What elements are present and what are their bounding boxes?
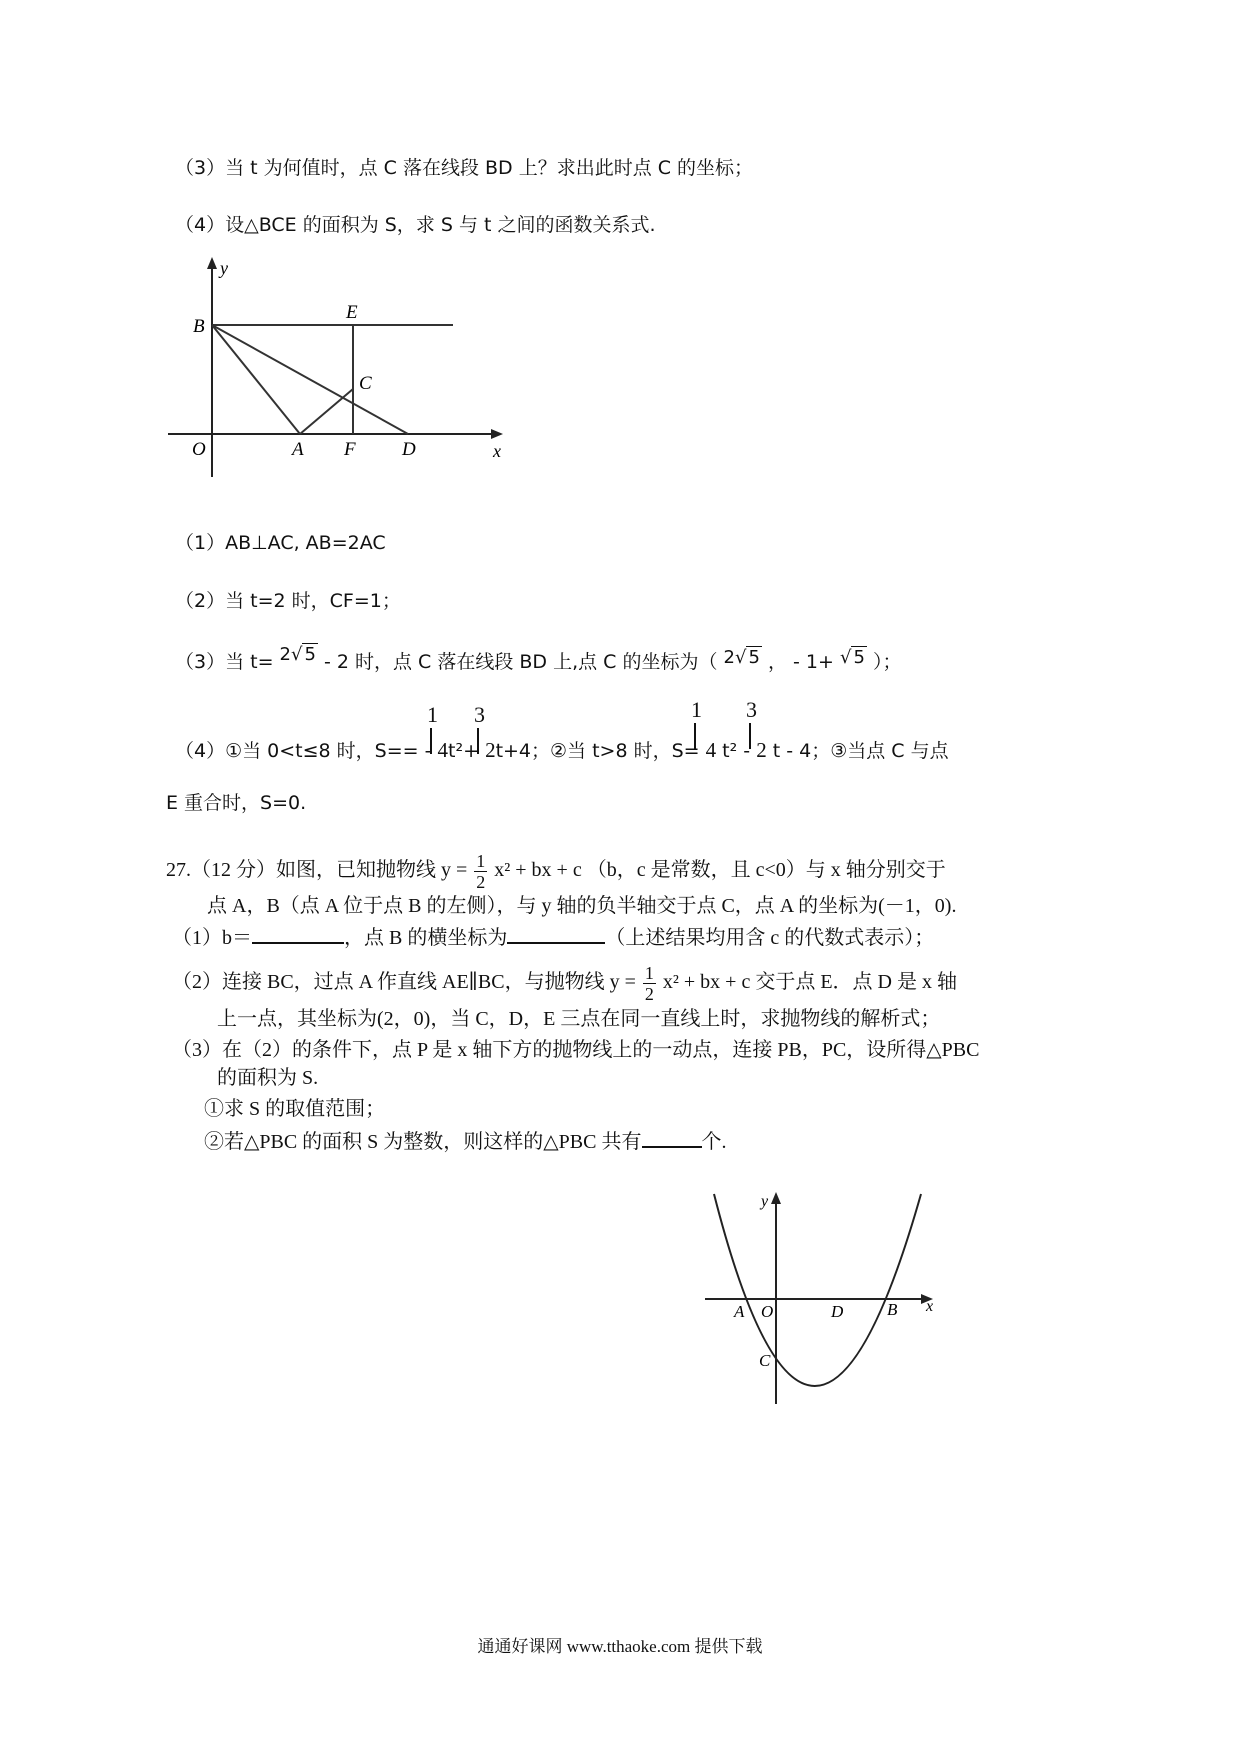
fig1-label-b: B (193, 316, 205, 337)
fraction-denominator: 2 (756, 738, 767, 762)
fig2-parabola (714, 1194, 921, 1386)
answer-4-continued: E 重合时，S=0. (166, 792, 307, 814)
fig1-label-a: A (292, 439, 304, 460)
q27-line-5: 上一点，其坐标为(2，0)，当 C，D，E 三点在同一直线上时，求抛物线的解析式； (217, 1008, 941, 1030)
fraction-denominator: 4 (705, 738, 717, 762)
fig1-segment-bd (212, 325, 408, 434)
fraction-denominator: 2 (485, 738, 496, 762)
sqrt-expression: √ 5 (839, 647, 865, 668)
answer-3 (175, 644, 902, 675)
sqrt-expression: 2√ 5 (279, 644, 316, 665)
fig2-label-o: O (761, 1302, 774, 1321)
fraction-half: $\frac{1}{2}$ (476, 851, 486, 892)
fig1-label-y: y (220, 258, 228, 278)
fig1-y-arrow (207, 257, 217, 269)
q27-line-7: 的面积为 S. (217, 1067, 319, 1089)
answer-3-end: ）； (872, 651, 902, 673)
footer-source: 通通好课网 www.tthaoke.com 提供下载 (477, 1637, 763, 1656)
fraction-half: $\frac{1}{2}$ (644, 963, 654, 1004)
q27-line-9: ②若△PBC 的面积 S 为整数，则这样的△PBC 共有 个. (204, 1126, 727, 1154)
answer-blank-b-x[interactable] (507, 922, 605, 944)
fig1-segment-ac (300, 389, 353, 434)
figure-1 (160, 252, 520, 482)
answer-4: （4）①当 0<t≤8 时，S== - 4t²+ 2t+4；②当 t>8 时，S= 4 t² - 2 t - 4；③当点 C 与点 (175, 738, 949, 762)
q27-line-4: （2）连接 BC，过点 A 作直线 AE∥BC，与抛物线 y = $\frac{1}{2}$ x² + bx + c 交于点 E．点 D 是 x 轴 (172, 963, 957, 1004)
answer-4-fraction-1: 1 (427, 702, 438, 754)
fig1-label-c: C (359, 373, 372, 394)
fig2-y-arrow (771, 1192, 781, 1204)
fig1-label-x: x (493, 441, 501, 461)
sqrt-expression: 2√ 5 (723, 647, 760, 668)
fig2-label-c: C (759, 1351, 771, 1370)
fig1-label-d: D (402, 439, 416, 460)
fig1-x-arrow (491, 429, 503, 439)
fig2-label-a: A (734, 1302, 745, 1321)
answer-blank-count[interactable] (642, 1126, 702, 1148)
answer-1: （1）AB⊥AC, AB=2AC (175, 532, 386, 554)
q27-line-2: 点 A，B（点 A 位于点 B 的左侧），与 y 轴的负半轴交于点 C，点 A 的坐标为(－1，0). (207, 895, 957, 917)
answer-3-middle: - 2 时，点 C 落在线段 BD 上,点 C 的坐标为（ (323, 651, 718, 673)
fig1-label-e: E (346, 302, 358, 323)
fig1-label-f: F (344, 439, 356, 460)
answer-2: （2）当 t=2 时，CF=1； (175, 590, 401, 612)
fraction-denominator: 4 (437, 738, 449, 762)
answer-4-fraction-2: 3 (474, 702, 485, 754)
q27-line-6: （3）在（2）的条件下，点 P 是 x 轴下方的抛物线上的一动点，连接 PB，PC，设所得△PBC (172, 1039, 980, 1061)
figure-2 (700, 1186, 950, 1408)
answer-4-fraction-4: 3 (746, 697, 757, 749)
q26-part4: （4）设△BCE 的面积为 S，求 S 与 t 之间的函数关系式. (175, 214, 656, 236)
fig1-label-o: O (192, 439, 206, 460)
q26-part3: （3）当 t 为何值时，点 C 落在线段 BD 上？求出此时点 C 的坐标； (175, 157, 754, 179)
q27-line-8: ①求 S 的取值范围； (204, 1098, 386, 1120)
answer-3-prefix: （3）当 t= (175, 651, 274, 673)
fig2-label-d: D (831, 1302, 844, 1321)
q27-line-1: 27.（12 分）如图，已知抛物线 y = $\frac{1}{2}$ x² + bx + c （b，c 是常数，且 c<0）与 x 轴分别交于 (166, 851, 946, 892)
fig2-label-y: y (761, 1193, 769, 1210)
answer-3-comma: ， - 1+ (767, 651, 834, 673)
answer-4-fraction-3: 1 (691, 697, 702, 749)
q27-line-3: （1）b＝ ，点 B 的横坐标为 （上述结果均用含 c 的代数式表示）； (172, 922, 934, 950)
answer-blank-b[interactable] (252, 922, 344, 944)
fig2-label-b: B (887, 1300, 898, 1319)
fig2-label-x: x (926, 1298, 934, 1315)
fig1-segment-ba (212, 325, 300, 434)
